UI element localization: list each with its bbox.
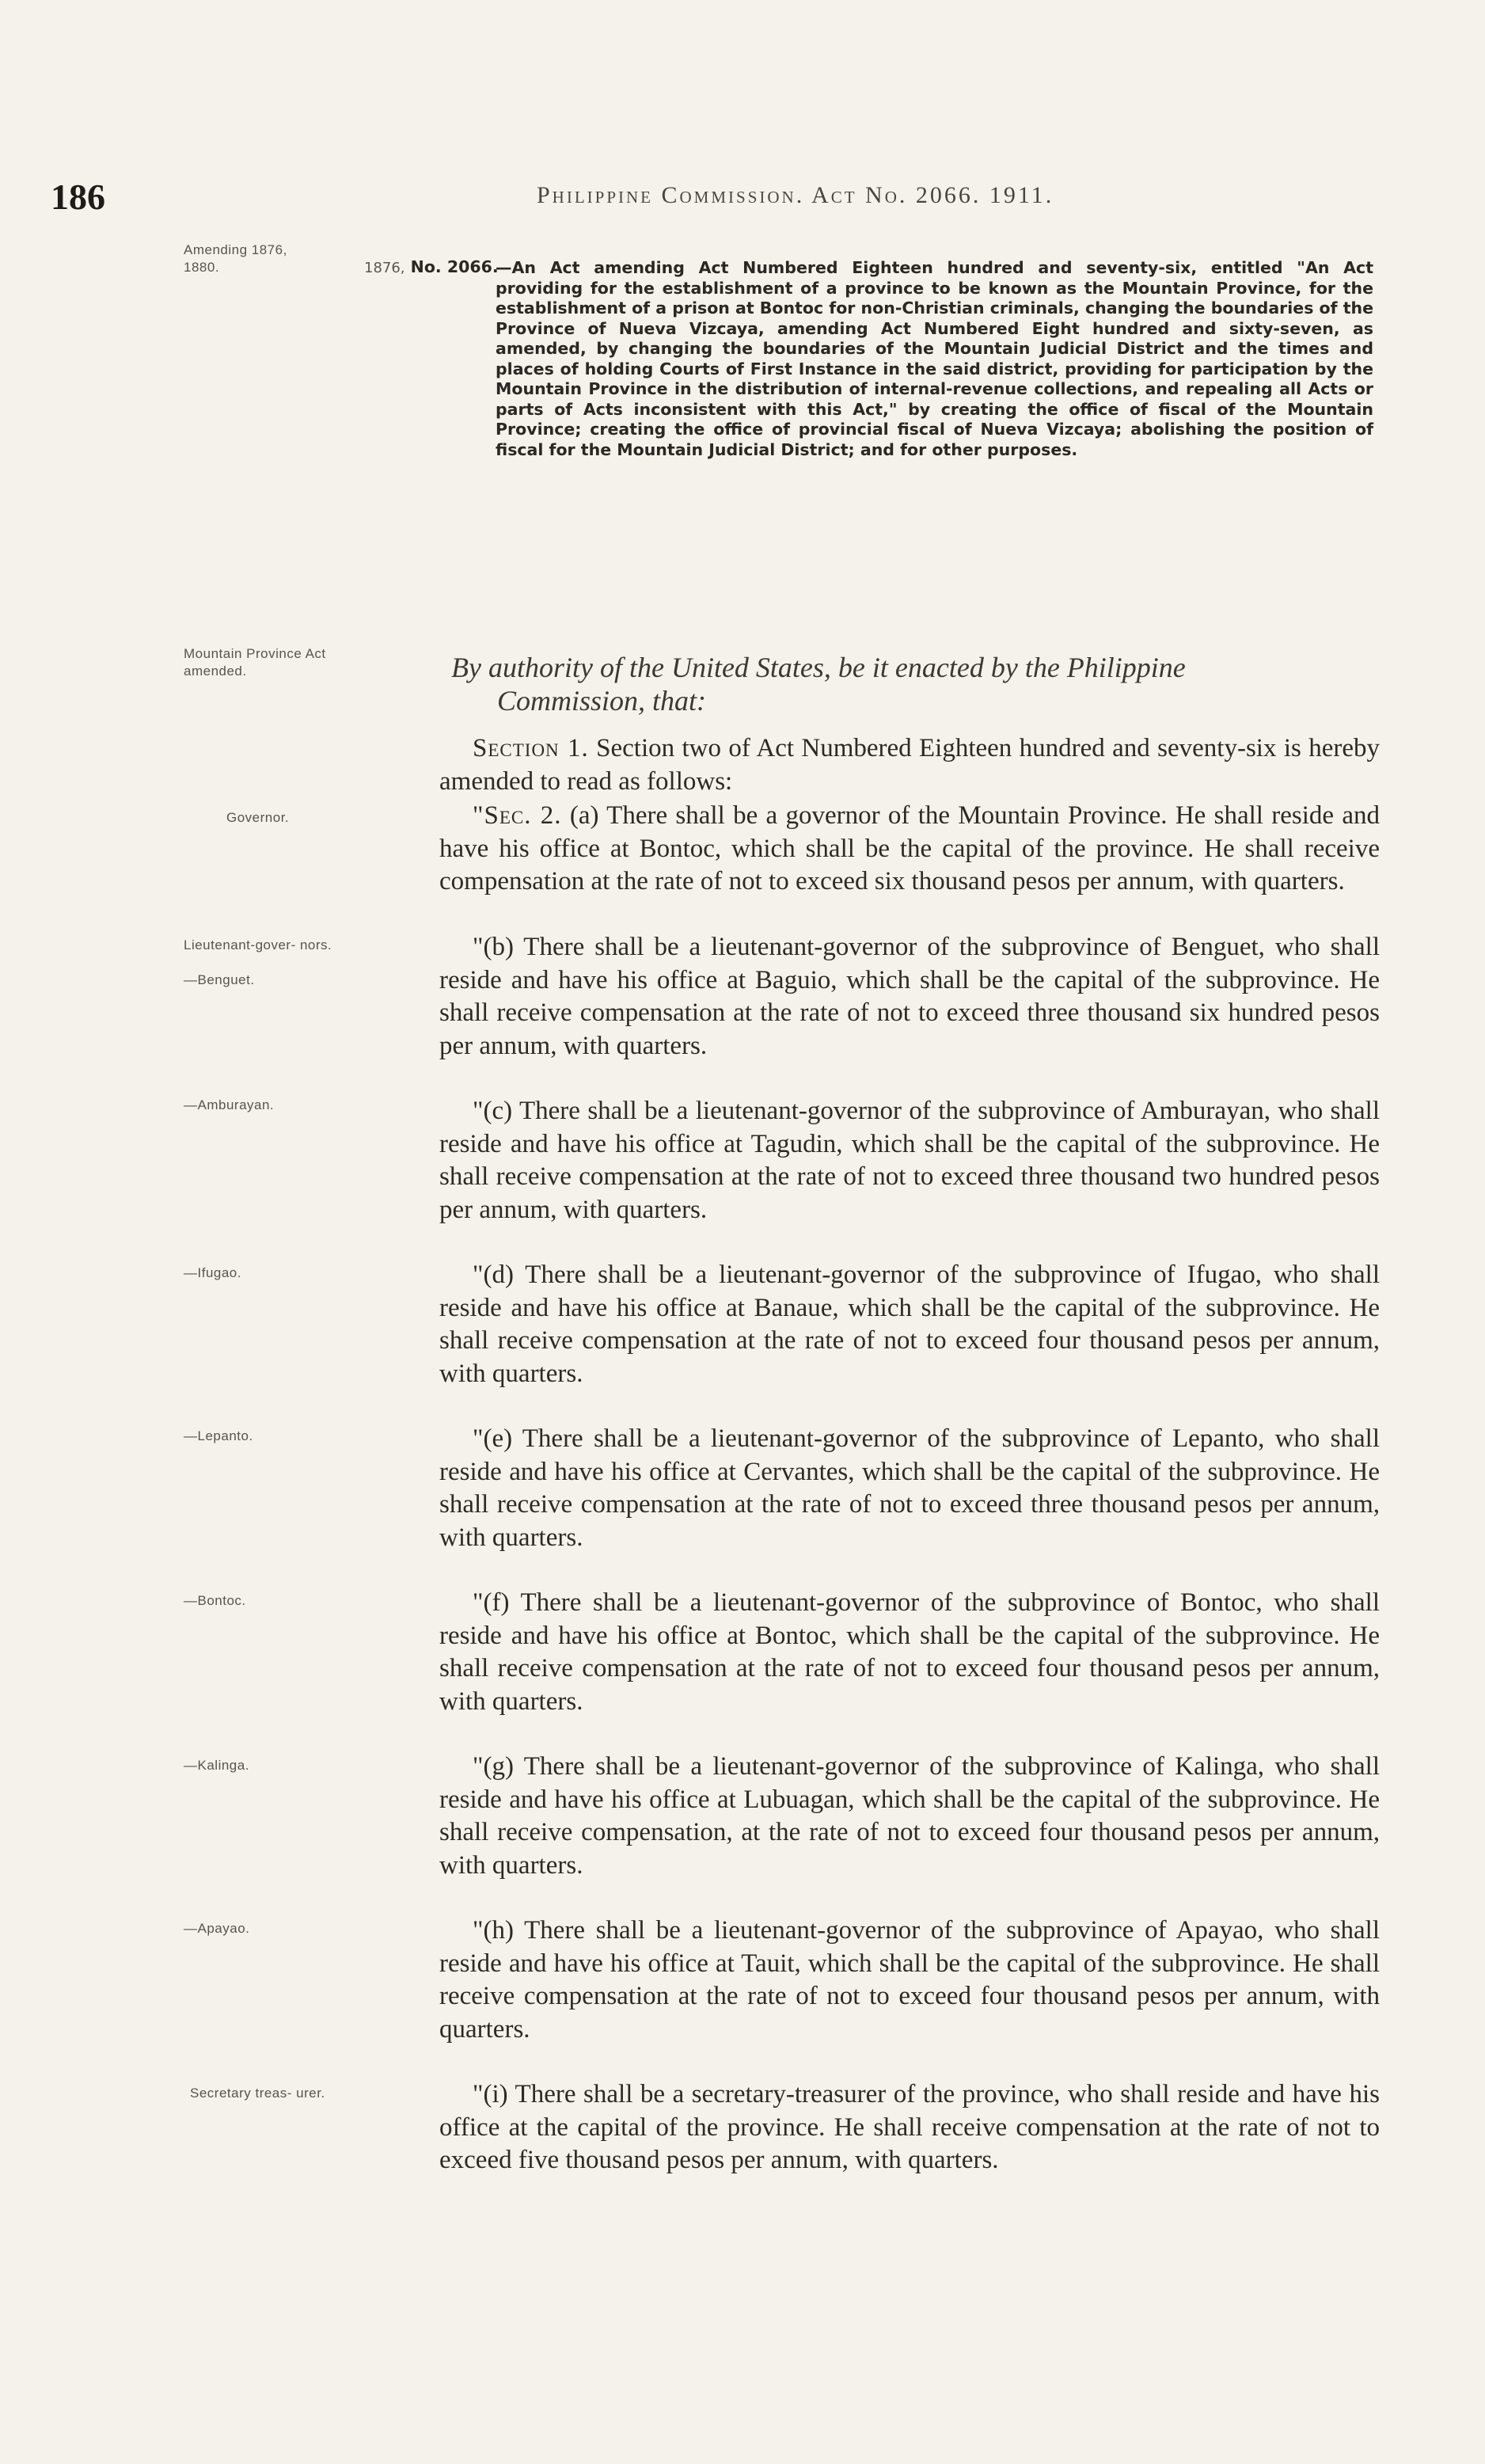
paragraph-g bbox=[439, 1751, 1380, 1882]
act-number: No. 2066. bbox=[410, 257, 499, 276]
paragraph-b-text: "(b) There shall be a lieutenant-governor of the subprovince of Benguet, who shall reside and have his office at Baguio, which shall be the capital of the subprovince. He shall receive compensation at the rate of not to exceed three thousand six hundred pesos per annum, with quarters. bbox=[439, 933, 1380, 1060]
margin-note-lepanto: —Lepanto. bbox=[184, 1428, 253, 1443]
enacting-line-2: Commission, that: bbox=[497, 685, 707, 717]
enacting-line-1: By authority of the United States, be it enacted by the Philippine bbox=[451, 652, 1186, 683]
paragraph-c bbox=[439, 1095, 1380, 1226]
section-1 bbox=[439, 732, 1380, 798]
paragraph-d bbox=[439, 1259, 1380, 1390]
paragraph-d-text: "(d) There shall be a lieutenant-governor of the subprovince of Ifugao, who shall reside and have his office at Banaue, which shall be the capital of the subprovince. He shall receive compensation at the rate of not to exceed four thousand pesos per annum, with quarters. bbox=[439, 1261, 1380, 1388]
margin-note-governor: Governor. bbox=[226, 810, 290, 825]
margin-note-benguet: —Benguet. bbox=[184, 972, 255, 987]
margin-note-lieutenant-governors: Lieutenant-gover- nors. bbox=[184, 937, 332, 953]
running-title: Philippine Commission. Act No. 2066. 1911. bbox=[537, 182, 1054, 208]
margin-note-ifugao: —Ifugao. bbox=[184, 1265, 241, 1280]
paragraph-h-text: "(h) There shall be a lieutenant-governor of the subprovince of Apayao, who shall reside and have his office at Tauit, which shall be the capital of the subprovince. He shall receive compensation at the rate of not to exceed four thousand pesos per annum, with quarters. bbox=[439, 1916, 1380, 2044]
margin-note-amburayan: —Amburayan. bbox=[184, 1097, 275, 1112]
paragraph-c-text: "(c) There shall be a lieutenant-governor of the subprovince of Amburayan, who shall reside and have his office at Tagudin, which shall be the capital of the subprovince. He shall receive compensation at the rate of not to exceed three thousand two hundred pesos per annum, with quarters. bbox=[439, 1097, 1380, 1224]
section-1-text: Section two of Act Numbered Eighteen hundred and seventy-six is hereby amended to read as follows: bbox=[439, 734, 1380, 796]
paragraph-f-text: "(f) There shall be a lieutenant-governor of the subprovince of Bontoc, who shall reside and have his office at Bontoc, which shall be the capital of the subprovince. He shall receive compensation at the rate of not to exceed four thousand pesos per annum, with quarters. bbox=[439, 1588, 1380, 1716]
paragraph-a bbox=[439, 800, 1380, 899]
paragraph-h bbox=[439, 1915, 1380, 2046]
paragraph-g-text: "(g) There shall be a lieutenant-governor of the subprovince of Kalinga, who shall reside and have his office at Lubuagan, which shall be the capital of the subprovince. He shall receive compensation, at the rate of not to exceed four thousand pesos per annum, with quarters. bbox=[439, 1752, 1380, 1880]
paragraph-e bbox=[439, 1423, 1380, 1554]
paragraph-b bbox=[439, 931, 1380, 1063]
act-heading bbox=[364, 257, 1373, 460]
margin-note-mountain-province: Mountain Province Act amended. bbox=[184, 646, 326, 679]
margin-note-amending: Amending 1876, 1880. bbox=[184, 242, 287, 275]
margin-note-bontoc: —Bontoc. bbox=[184, 1593, 246, 1608]
act-prefix: 1876, bbox=[364, 260, 405, 276]
page-header bbox=[51, 176, 1396, 223]
enacting-clause bbox=[451, 651, 1377, 717]
paragraph-a-text: (a) There shall be a governor of the Mountain Province. He shall reside and have his office at Bontoc, which shall be the capital of the province. He shall receive compensation at the rate of not to exceed six thousand pesos per annum, with quarters. bbox=[439, 801, 1380, 895]
section-1-label: Section 1. bbox=[473, 734, 589, 762]
paragraph-f bbox=[439, 1587, 1380, 1718]
page-number: 186 bbox=[51, 177, 105, 217]
paragraph-i bbox=[439, 2078, 1380, 2177]
margin-note-apayao: —Apayao. bbox=[184, 1921, 250, 1936]
paragraph-e-text: "(e) There shall be a lieutenant-governor of the subprovince of Lepanto, who shall reside and have his office at Cervantes, which shall be the capital of the subprovince. He shall receive compensation at the rate of not to exceed three thousand pesos per annum, with quarters. bbox=[439, 1424, 1380, 1552]
margin-note-secretary-treasurer: Secretary treas- urer. bbox=[190, 2086, 325, 2101]
paragraph-a-label: "Sec. 2. bbox=[473, 801, 562, 830]
act-title: —An Act amending Act Numbered Eighteen hundred and seventy-six, entitled "An Act providing for the establishment of a province to be known as the Mountain Province, for the establishment of a prison at Bontoc for non-Christian criminals, changing the boundaries of the Province of Nueva Vizcaya, amending Act Numbered Eight hundred and sixty-seven, as amended, by changing the boundaries of the Mountain Judicial District and the times and places of holding Courts of First Instance in the said district, providing for participation by the Mountain Province in the distribution of internal-revenue collections, and repealing all Acts or parts of Acts inconsistent with this Act," by creating the office of fiscal of the Mountain Province; creating the office of provincial fiscal of Nueva Vizcaya; abolishing the position of fiscal for the Mountain Judicial District; and for other purposes. bbox=[496, 258, 1373, 459]
margin-note-kalinga: —Kalinga. bbox=[184, 1758, 249, 1773]
paragraph-i-text: "(i) There shall be a secretary-treasurer of the province, who shall reside and have his office at the capital of the province. He shall receive compensation at the rate of not to exceed five thousand pesos per annum, with quarters. bbox=[439, 2080, 1380, 2174]
